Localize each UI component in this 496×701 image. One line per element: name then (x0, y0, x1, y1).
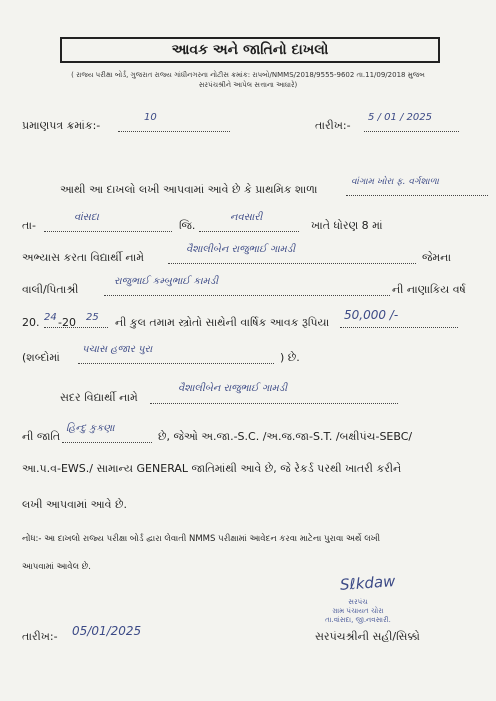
words-end: ) છે. (280, 351, 300, 364)
student-line-2 (150, 403, 398, 404)
caste-categories: છે, જેઓ અ.જા.-S.C. /અ.જ.જા-S.T. /બક્ષીપંચ-SEBC/ (158, 430, 413, 443)
intro-text: આથી આ દાખલો લખી આપવામાં આવે છે કે પ્રાથમિક શાળા (60, 183, 318, 196)
words-line (78, 363, 274, 364)
year-line (44, 327, 108, 328)
guardian-label: વાલી/પિતાશ્રી (22, 283, 79, 296)
jemna-text: જેમના (422, 251, 452, 264)
student-value: વૈશાલીબેન રાજુભાઈ ગામડી (186, 244, 296, 255)
page-title: આવક અને જાતિનો દાખલો (60, 37, 440, 63)
student-line (168, 263, 416, 264)
district-value: નવસારી (230, 212, 263, 223)
class-text: ખાતે ધોરણ 8 માં (311, 219, 383, 232)
student-label-2: સદર વિદ્યાર્થી નામે (60, 391, 138, 404)
stamp-line-3: તા.વાંસદા, જી.નવસારી. (325, 616, 391, 624)
financial-year-text: ની નાણાકિય વર્ષ (392, 283, 466, 296)
guardian-value: રાજુભાઈ કમ્બુભાઈ કામડી (114, 276, 219, 287)
certificate-number-line (118, 131, 230, 132)
signature: Sℓkdaw (339, 572, 396, 594)
closing-line: લખી આપવામાં આવે છે. (22, 498, 127, 511)
student-value-2: વૈશાલીબેન રાજુભાઈ ગામડી (178, 383, 288, 394)
words-value: પચાસ હજાર પુરા (82, 344, 153, 355)
taluka-label: તા- (22, 219, 36, 232)
date-line (364, 131, 459, 132)
year-start-value: 24 (44, 312, 57, 323)
school-line (346, 195, 488, 196)
year-separator: -20 (58, 316, 76, 329)
footer-date-label: તારીખ:- (22, 630, 58, 643)
date-value: 5 / 01 / 2025 (368, 112, 432, 123)
words-label: (શબ્દોમાં (22, 351, 60, 364)
ews-line: આ.પ.વ-EWS./ સામાન્ય GENERAL જાતિમાંથી આવે છે, જે રેકર્ડ પરથી ખાતરી કરીને (22, 462, 402, 475)
caste-label: ની જાતિ (22, 430, 61, 443)
income-line (340, 327, 458, 328)
year-prefix: 20. (22, 316, 40, 329)
income-text: ની કુલ તમામ સ્ત્રોતો સાથેની વાર્ષિક આવક રૂપિયા (115, 316, 330, 329)
footer-date-value: 05/01/2025 (72, 624, 142, 638)
district-line (199, 231, 299, 232)
stamp-line-2: ગ્રામ પંચાયત ચોરા (332, 607, 384, 615)
signature-label: સરપંચશ્રીની સહી/સિક્કો (315, 630, 420, 643)
note-line-2: આપવામાં આવેલ છે. (22, 562, 92, 572)
certificate-number-label: પ્રમાણપત્ર ક્રમાંક:- (22, 119, 101, 132)
subtitle-line-1: ( રાજ્ય પરીક્ષા બોર્ડ, ગુજરાત રાજ્ય ગાંધીનગરના નોટીસ ક્રમાંક: રાપબો/NMMS/2018/9555-9602 તા.11/09/2018 મુજબ (71, 71, 425, 79)
caste-line (62, 442, 152, 443)
note-line-1: નોંધ:- આ દાખલો રાજ્ય પરીક્ષા બોર્ડ દ્વારા લેવાતી NMMS પરીક્ષામાં આવેદન કરવા માટેના પુરાવા અર્થે લખી (22, 534, 381, 544)
subtitle-line-2: સરપંચશ્રીને આપેલ સત્તાના આધારે) (198, 81, 298, 89)
certificate-number-value: 10 (144, 112, 157, 123)
district-label: જિ. (179, 219, 196, 232)
panchayat-stamp (296, 584, 420, 634)
year-end-value: 25 (86, 312, 99, 323)
taluka-value: વાંસદા (74, 212, 99, 223)
school-value: વાંગામ ખોરા ફ. વર્ગશાળા (351, 177, 439, 187)
caste-value: હિન્દુ કુકણા (66, 423, 115, 434)
income-value: 50,000 /- (344, 308, 399, 322)
taluka-line (44, 231, 172, 232)
student-label: અભ્યાસ કરતા વિદ્યાર્થી નામે (22, 251, 145, 264)
date-label: તારીખ:- (315, 119, 351, 132)
stamp-line-1: સરપંચ (348, 598, 368, 606)
guardian-line (104, 295, 390, 296)
